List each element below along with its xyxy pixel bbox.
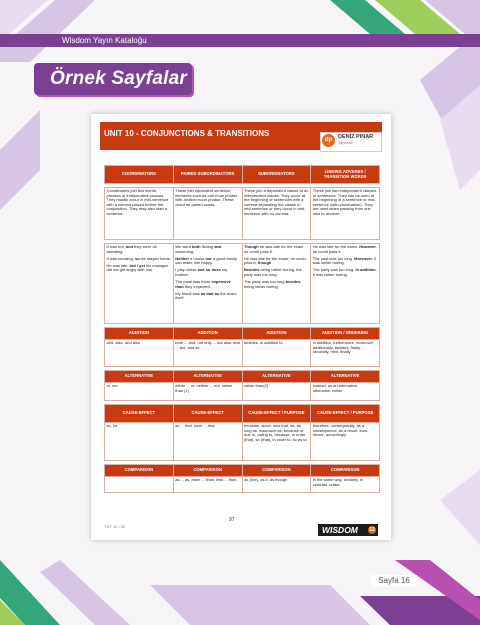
section-header: ADDITION / ORDERING <box>311 328 380 340</box>
examples-cell: It was hot, and they were all sweating. It was snowing, so we stayed home. He was late, but / yet his manager did not get angry with him. <box>105 244 174 324</box>
section-header: ADDITION <box>173 328 242 340</box>
section-cell: because, since, now that, as, as long as, inasmuch as, because of, due to, owing to, because, in order (that), so (that), in order to, so as to <box>242 423 311 461</box>
table-header: LINKING ADVERBS / TRANSITION WORDS <box>311 166 380 184</box>
wisdom-logo-text: WISDOM <box>322 525 358 535</box>
section-header: CAUSE-EFFECT / PURPOSE <box>311 405 380 423</box>
section-header: ALTERNATIVE <box>105 371 174 383</box>
conjunctions-table <box>104 165 380 493</box>
section-header: COMPARISON <box>311 465 380 477</box>
page-number: 97 <box>229 517 235 523</box>
page-title: Örnek Sayfalar <box>50 68 187 89</box>
footer-code: YDT 12 / 02 <box>104 524 126 529</box>
section-header: COMPARISON <box>105 465 174 477</box>
publisher-name: DENİZ PINAR <box>338 134 374 140</box>
section-cell: in addition, furthermore, moreover, additionally, besides, firstly, secondly, next, finally <box>311 340 380 367</box>
section-cell: so ... that, such ... that <box>173 423 242 461</box>
table-header: COORDINATORS <box>105 166 174 184</box>
section-cell: rather than(2) <box>242 383 311 401</box>
section-cell: in the same way, similarly, in contrast, unlike <box>311 477 380 493</box>
definition-cell: These join a dependent clause to an independent clause. They occur at the beginning of sentences with a comma separating the clause in mid-sentence or they occur in mid-sentence with no comma. <box>242 188 311 240</box>
table-header: SUBORDINATORS <box>242 166 311 184</box>
section-cell: as ... as, more ... than, less ... than <box>173 477 242 493</box>
unit-title: UNIT 10 - CONJUNCTIONS & TRANSITIONS <box>104 129 270 138</box>
section-header: ALTERNATIVE <box>173 371 242 383</box>
section-cell: both ... and, not only ... but also, and ... too, and so <box>173 340 242 367</box>
section-cell: and, also, and also <box>105 340 174 367</box>
section-cell: either ... or, neither ... nor, rather than (1) <box>173 383 242 401</box>
publisher-logo-icon: dp <box>322 134 335 147</box>
definition-cell: These join two independent clauses or sentences. They can be used at the beginning of a sentence or mid-sentence (with punctuation). They are used when passing from one idea to another. <box>311 188 380 240</box>
definition-cell: Coordinators join two words, phrases or independent clauses. They mostly occur in mid-sentence with a comma placed before the conjunction. They may also start a sentence. <box>105 188 174 240</box>
catalog-label: Wisdom Yayın Kataloğu <box>62 36 147 45</box>
section-cell: or, nor <box>105 383 174 401</box>
section-cell: besides, in addition to <box>242 340 311 367</box>
examples-cell: We went both fishing and swimming. Neither a house nor a good family can make him happy. I play chess and so does my brother. The meal was more expensive than they expected. My result was as bad as the exam itself. <box>173 244 242 324</box>
examples-row <box>105 244 380 324</box>
section-header: ALTERNATIVE <box>242 371 311 383</box>
page-label: Sayfa 16 <box>371 575 417 587</box>
table-header: PAIRED SUBORDINATORS <box>173 166 242 184</box>
publisher-subtitle: Yayıncılık <box>338 141 353 145</box>
section-header: CAUSE-EFFECT <box>173 405 242 423</box>
section-cell: instead, as an alternative, otherwise, rather <box>311 383 380 401</box>
section-header: ADDITION <box>242 328 311 340</box>
section-cell: as (like), as if, as though <box>242 477 311 493</box>
examples-cell: He was late for the exam. However, he could pass it. The past was too long. Moreover, it was rather boring. The party was too long. In addition, it was rather boring. <box>311 244 380 324</box>
section-header: ALTERNATIVE <box>311 371 380 383</box>
section-cell: therefore, consequently, as a consequence, as a result, thus, hence, accordingly <box>311 423 380 461</box>
section-cell <box>105 477 174 493</box>
section-header: CAUSE-EFFECT / PURPOSE <box>242 405 311 423</box>
section-header: COMPARISON <box>242 465 311 477</box>
section-header: COMPARISON <box>173 465 242 477</box>
section-header: ADDITION <box>105 328 174 340</box>
section-header: CAUSE-EFFECT <box>105 405 174 423</box>
section-cell: so, for <box>105 423 174 461</box>
definition-cell: These join equivalent sentence elements such as one noun phrase with another noun phrase. These occur as paired words. <box>173 188 242 240</box>
examples-cell: Though he was late for the exam, he could pass it. He was late for the exam; he could pass it, though Besides being rather boring, the party was too long. The party was too long besides being rather boring. <box>242 244 311 324</box>
wisdom-badge: 12 <box>369 527 375 533</box>
